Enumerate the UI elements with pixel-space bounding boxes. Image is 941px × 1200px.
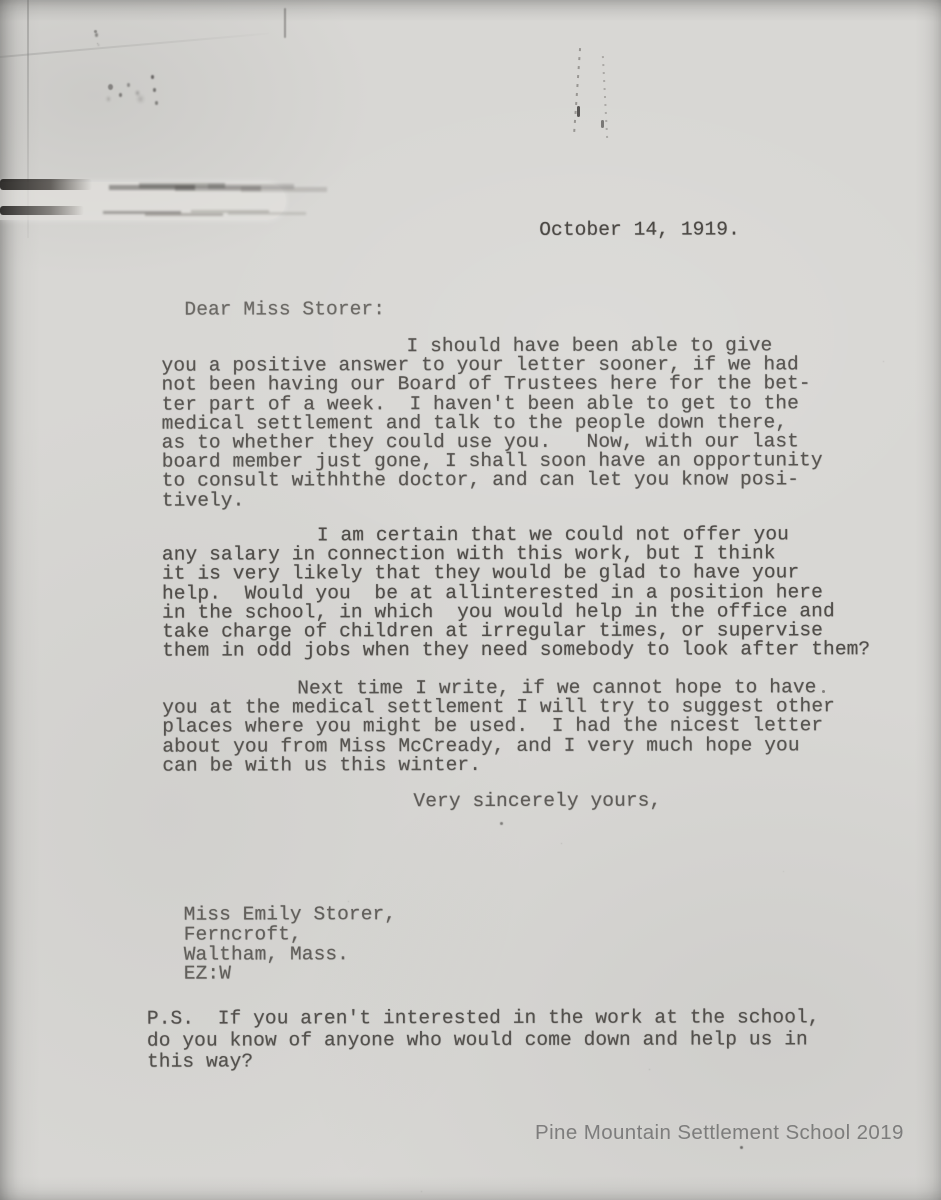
- paragraph-1: [161, 336, 822, 510]
- paragraph-line: it is very likely that they would be glad to have your: [161, 561, 800, 586]
- paragraph-line: take charge of children at irregular times, or supervise: [162, 619, 823, 643]
- paragraph-line: tively.: [161, 489, 245, 512]
- paragraph-line: Next time I write, if we cannot hope to have: [297, 676, 817, 700]
- recipient-city: Waltham, Mass.: [183, 942, 349, 966]
- paragraph-line: medical settlement and talk to the people down there,: [161, 411, 788, 435]
- paragraph-line: them in odd jobs when they need somebody to look after them?: [162, 638, 871, 662]
- paragraph-line: board member just gone, I shall soon have an opportunity: [161, 449, 823, 473]
- paragraph-line: to consult withhthe doctor, and can let you know posi-: [161, 468, 800, 493]
- paragraph-line: in the school, in which you would help in the office and: [162, 600, 835, 624]
- postscript-line: do you know of anyone who would come down and help us in: [146, 1027, 808, 1052]
- letter-salutation: Dear Miss Storer:: [184, 298, 386, 321]
- paragraph-line: you at the medical settlement I will try to suggest other: [162, 695, 835, 719]
- typist-initials: EZ:W: [183, 962, 232, 985]
- paragraph-line: places where you might be used. I had the nicest letter: [162, 714, 824, 739]
- paragraph-line: about you from Miss McCready, and I very much hope you: [162, 733, 800, 758]
- postscript-block: [147, 1007, 820, 1073]
- paragraph-line: I am certain that we could not offer you: [316, 523, 789, 547]
- paragraph-line: as to whether they could use you. Now, with our last: [161, 430, 800, 454]
- paragraph-line: ter part of a week. I haven't been able to get to the: [161, 391, 799, 416]
- paragraph-2: [162, 525, 870, 661]
- paragraph-line: help. Would you be at allinterested in a position here: [161, 580, 823, 605]
- paragraph-line: any salary in connection with this work, but I think: [161, 542, 776, 566]
- paragraph-line: can be with us this winter.: [162, 753, 482, 777]
- paragraph-3: [162, 678, 835, 775]
- letter-closing: Very sincerely yours,: [413, 789, 662, 813]
- letter-date: October 14, 1919.: [539, 218, 740, 241]
- archive-watermark: Pine Mountain Settlement School 2019: [535, 1121, 904, 1144]
- postscript-line: this way?: [146, 1050, 254, 1073]
- recipient-address: Ferncroft,: [183, 923, 302, 946]
- paragraph-line: not been having our Board of Trustees here for the bet-: [161, 372, 811, 397]
- paragraph-line: you a positive answer to your letter sooner, if we had: [161, 353, 799, 377]
- recipient-address-block: [184, 905, 397, 985]
- postscript-line: P.S. If you aren't interested in the work at the school,: [146, 1006, 820, 1030]
- paragraph-line: I should have been able to give: [406, 334, 773, 358]
- recipient-name: Miss Emily Storer,: [183, 903, 397, 926]
